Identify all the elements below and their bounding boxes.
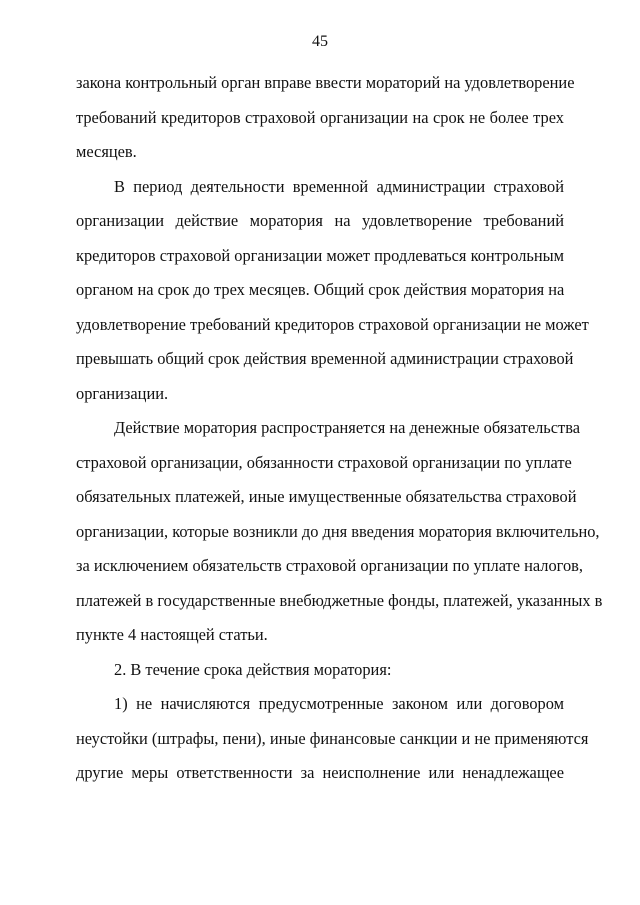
- text-line: 2. В течение срока действия моратория:: [114, 659, 392, 679]
- text-line: В период деятельности временной администрации страховой: [114, 176, 564, 196]
- text-line: пункте 4 настоящей статьи.: [76, 625, 268, 644]
- text-line: страховой организации, обязанности страховой организации по уплате: [76, 452, 572, 472]
- page-number: 45: [312, 33, 328, 50]
- text-line: закона контрольный орган вправе ввести мораторий на удовлетворение: [76, 73, 575, 92]
- text-line: организации действие моратория на удовлетворение требований: [76, 211, 564, 230]
- text-line: организации, которые возникли до дня введения моратория включительно,: [76, 521, 600, 541]
- text-line: органом на срок до трех месяцев. Общий срок действия моратория на: [76, 280, 565, 299]
- text-line: требований кредиторов страховой организации на срок не более трех: [76, 107, 564, 127]
- text-line: за исключением обязательств страховой организации по уплате налогов,: [76, 556, 583, 575]
- text-line: организации.: [76, 383, 169, 403]
- text-line: кредиторов страховой организации может продлеваться контрольным: [76, 245, 565, 265]
- text-line: Действие моратория распространяется на денежные обязательства: [114, 418, 580, 437]
- text-line: обязательных платежей, иные имущественные обязательства страховой: [76, 487, 577, 506]
- text-line: 1) не начисляются предусмотренные законом или договором: [114, 694, 564, 713]
- text-line: превышать общий срок действия временной администрации страховой: [76, 349, 574, 368]
- text-line: неустойки (штрафы, пени), иные финансовые санкции и не применяются: [76, 728, 589, 748]
- text-line: другие меры ответственности за неисполнение или ненадлежащее: [76, 763, 564, 782]
- document-body: [76, 66, 603, 791]
- text-line: месяцев.: [76, 142, 137, 161]
- text-line: удовлетворение требований кредиторов страховой организации не может: [76, 314, 589, 334]
- text-line: платежей в государственные внебюджетные фонды, платежей, указанных в: [76, 590, 603, 610]
